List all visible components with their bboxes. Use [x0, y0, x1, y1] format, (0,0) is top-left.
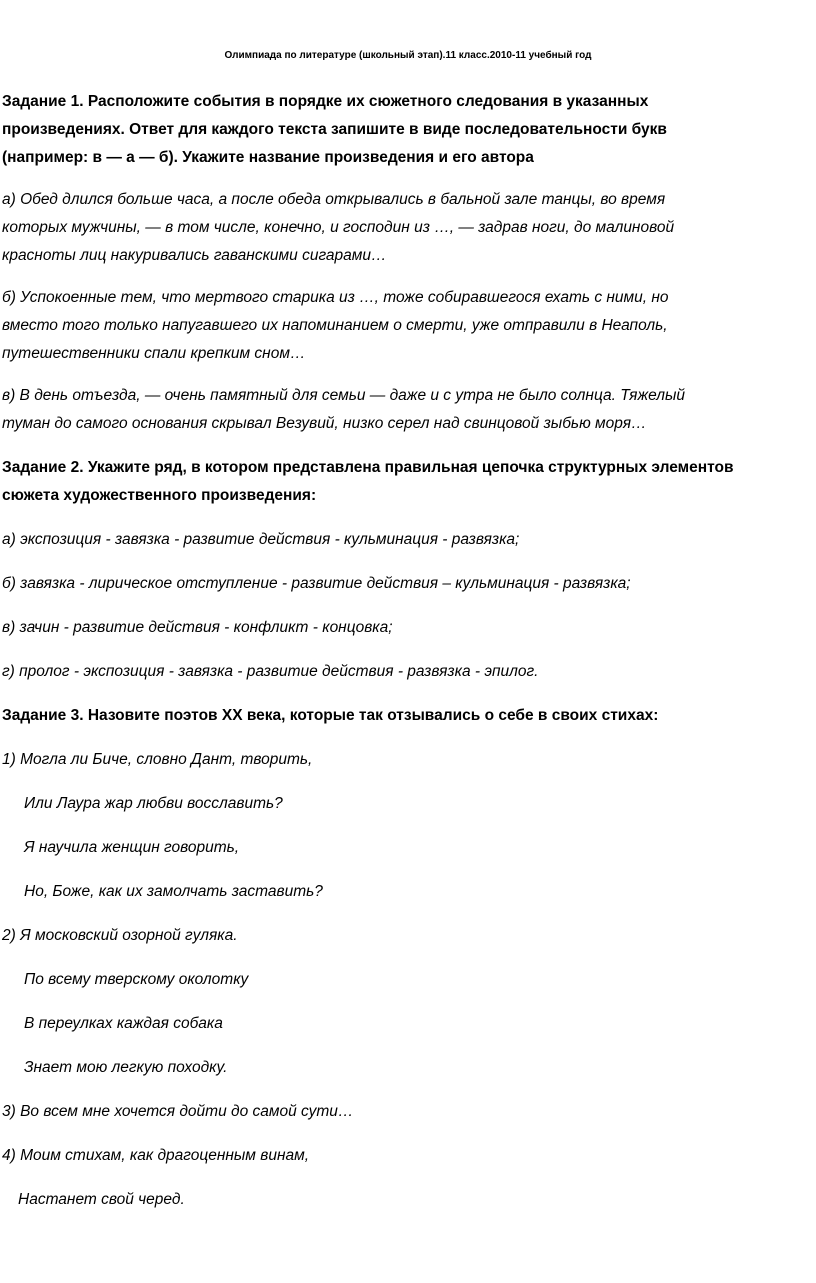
poem2-line-1: 2) Я московский озорной гуляка. — [2, 927, 238, 944]
poem1-line-1: 1) Могла ли Биче, словно Дант, творить, — [2, 751, 313, 768]
task2-option-g: г) пролог - экспозиция - завязка - развитие действия - развязка - эпилог. — [2, 663, 539, 680]
poem2-line-4: Знает мою легкую походку. — [24, 1059, 228, 1076]
task2-line-1: Задание 2. Укажите ряд, в котором представлена правильная цепочка структурных элементов — [2, 459, 734, 476]
document-title: Олимпиада по литературе (школьный этап).11 класс.2010-11 учебный год — [224, 50, 592, 61]
task1-option-b-line-1: б) Успокоенные тем, что мертвого старика из …, тоже собиравшегося ехать с ними, но — [2, 289, 669, 306]
task1-option-v-line-1: в) В день отъезда, — очень памятный для семьи — даже и с утра не было солнца. Тяжелый — [2, 387, 685, 404]
task1-option-b-line-3: путешественники спали крепким сном… — [2, 345, 306, 362]
poem4-line-2: Настанет свой черед. — [18, 1191, 185, 1208]
task1-line-1: Задание 1. Расположите события в порядке их сюжетного следования в указанных — [2, 93, 649, 110]
task1-line-3: (например: в — а — б). Укажите название произведения и его автора — [2, 149, 534, 166]
task1-option-b-line-2: вместо того только напугавшего их напоминанием о смерти, уже отправили в Неаполь, — [2, 317, 668, 334]
task2-line-2: сюжета художественного произведения: — [2, 487, 317, 504]
task2-option-b: б) завязка - лирическое отступление - развитие действия – кульминация - развязка; — [2, 575, 631, 592]
task1-option-a-line-2: которых мужчины, — в том числе, конечно, и господин из …, — задрав ноги, до малиновой — [2, 219, 675, 236]
poem1-line-4: Но, Боже, как их замолчать заставить? — [24, 883, 323, 900]
task1-option-a-line-1: а) Обед длился больше часа, а после обеда открывались в бальной зале танцы, во время — [2, 191, 666, 208]
poem4-line-1: 4) Моим стихам, как драгоценным винам, — [2, 1147, 310, 1164]
poem2-line-2: По всему тверскому околотку — [24, 971, 249, 988]
poem3-line-1: 3) Во всем мне хочется дойти до самой сути… — [2, 1103, 354, 1120]
task1-option-v-line-2: туман до самого основания скрывал Везувий, низко серел над свинцовой зыбью моря… — [2, 415, 647, 432]
task3-line: Задание 3. Назовите поэтов ХХ века, которые так отзывались о себе в своих стихах: — [2, 707, 659, 724]
task1-option-a-line-3: красноты лиц накуривались гаванскими сигарами… — [2, 247, 387, 264]
task2-option-a: а) экспозиция - завязка - развитие действия - кульминация - развязка; — [2, 531, 520, 548]
poem2-line-3: В переулках каждая собака — [24, 1015, 223, 1032]
task2-option-v: в) зачин - развитие действия - конфликт - концовка; — [2, 619, 393, 636]
task1-line-2: произведениях. Ответ для каждого текста запишите в виде последовательности букв — [2, 121, 667, 138]
poem1-line-3: Я научила женщин говорить, — [24, 839, 240, 856]
poem1-line-2: Или Лаура жар любви восславить? — [24, 795, 283, 812]
